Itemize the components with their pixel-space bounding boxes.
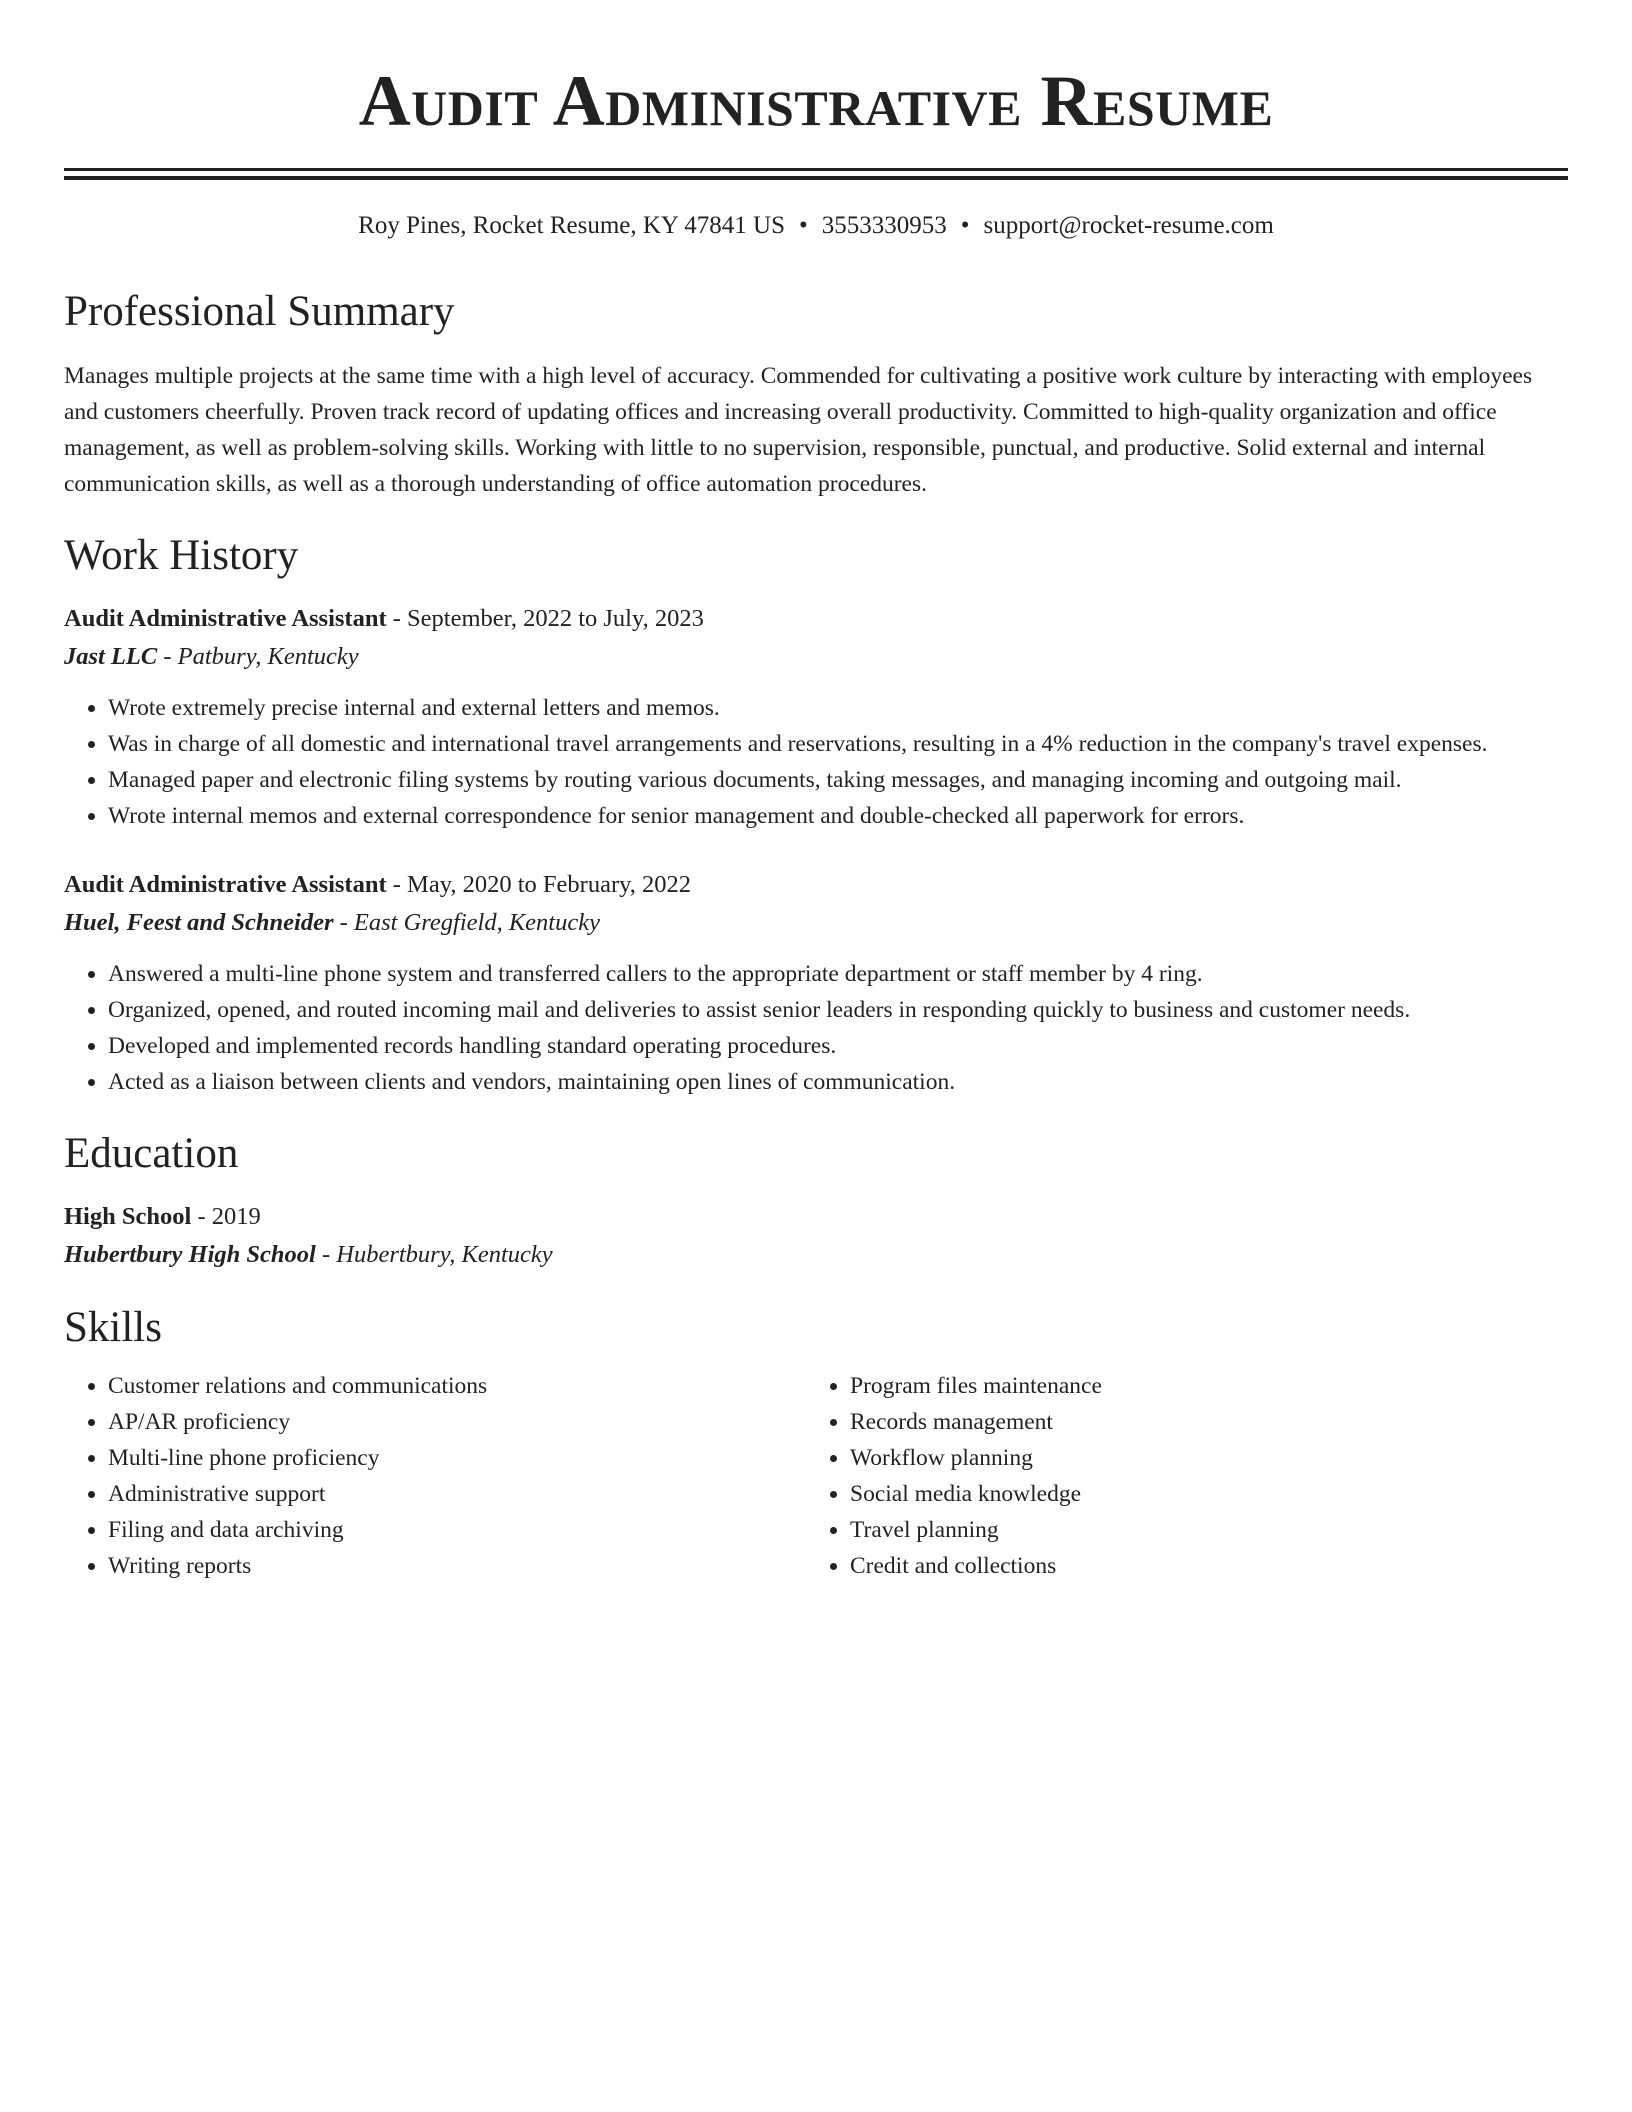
job-bullet: • Acted as a liaison between clients and vendors, maintaining open lines of communication. [108, 1064, 1568, 1100]
summary-heading: Professional Summary [64, 288, 455, 335]
skill-item: • Multi-line phone proficiency [108, 1440, 806, 1476]
work-history-heading: Work History [64, 532, 299, 579]
job-entry [64, 600, 1568, 834]
job-title: Audit Administrative Assistant [64, 605, 387, 632]
contact-email: support@rocket-resume.com [983, 212, 1274, 239]
education-location: - Hubertbury, Kentucky [315, 1241, 553, 1268]
job-bullet-list [64, 956, 1568, 1100]
job-bullet-list [64, 690, 1568, 834]
skill-item: • Records management [850, 1404, 1548, 1440]
skill-item: • Travel planning [850, 1512, 1548, 1548]
company-location: - East Gregfield, Kentucky [333, 909, 600, 936]
job-dates: - September, 2022 to July, 2023 [386, 605, 704, 632]
skill-item: • Filing and data archiving [108, 1512, 806, 1548]
job-dates: - May, 2020 to February, 2022 [386, 871, 692, 898]
education-year: - 2019 [191, 1203, 261, 1230]
skills-column-right [806, 1368, 1548, 1584]
job-bullet: • Organized, opened, and routed incoming mail and deliveries to assist senior leaders in responding quickly to business and customer needs. [108, 992, 1568, 1028]
job-bullet: • Managed paper and electronic filing systems by routing various documents, taking messages, and managing incoming and outgoing mail. [108, 762, 1568, 798]
education-school-line [64, 1236, 1568, 1274]
job-entry [64, 866, 1568, 1100]
skill-item: • Writing reports [108, 1548, 806, 1584]
job-title-line [64, 866, 1568, 904]
title-double-rule [64, 168, 1568, 180]
skills-heading: Skills [64, 1304, 162, 1351]
company-name: Jast LLC [64, 643, 158, 670]
job-title-line [64, 600, 1568, 638]
skill-item: • AP/AR proficiency [108, 1404, 806, 1440]
job-bullet: • Answered a multi-line phone system and transferred callers to the appropriate department or staff member by 4 ring. [108, 956, 1568, 992]
skill-item: • Customer relations and communications [108, 1368, 806, 1404]
skill-item: • Administrative support [108, 1476, 806, 1512]
job-bullet: • Wrote internal memos and external correspondence for senior management and double-checked all paperwork for errors. [108, 798, 1568, 834]
contact-separator: • [799, 212, 808, 239]
skills-column-left [64, 1368, 806, 1584]
education-degree: High School [64, 1203, 192, 1230]
summary-text: Manages multiple projects at the same time with a high level of accuracy. Commended for cultivating a positive work culture by interacting with employees and customers cheerfully. Proven track record of updating offices and increasing overall productivity. Committed to high-quality organization and office management, as well as problem-solving skills. Working with little to no supervision, responsible, punctual, and productive. Solid external and internal communication skills, as well as a thorough understanding of office automation procedures. [64, 363, 1533, 497]
company-line [64, 904, 1568, 942]
contact-phone: 3553330953 [821, 212, 947, 239]
education-school: Hubertbury High School [64, 1241, 316, 1268]
contact-separator: • [960, 212, 970, 239]
contact-address: Roy Pines, Rocket Resume, KY 47841 US [358, 212, 785, 239]
job-bullet: • Wrote extremely precise internal and external letters and memos. [108, 690, 1568, 726]
company-name: Huel, Feest and Schneider [64, 909, 334, 936]
company-location: - Patbury, Kentucky [157, 643, 359, 670]
resume-title: Audit Administrative Resume [358, 61, 1274, 141]
skill-item: • Program files maintenance [850, 1368, 1548, 1404]
company-line [64, 638, 1568, 676]
job-bullet: • Developed and implemented records handling standard operating procedures. [108, 1028, 1568, 1064]
job-title: Audit Administrative Assistant [64, 871, 387, 898]
skills-grid [64, 1368, 1568, 1584]
skill-item: • Workflow planning [850, 1440, 1548, 1476]
job-bullet: • Was in charge of all domestic and international travel arrangements and reservations, resulting in a 4% reduction in the company's travel expenses. [108, 726, 1568, 762]
skill-item: • Social media knowledge [850, 1476, 1548, 1512]
education-heading: Education [64, 1130, 239, 1177]
contact-line [64, 210, 1568, 242]
education-degree-line [64, 1198, 1568, 1236]
skill-item: • Credit and collections [850, 1548, 1548, 1584]
